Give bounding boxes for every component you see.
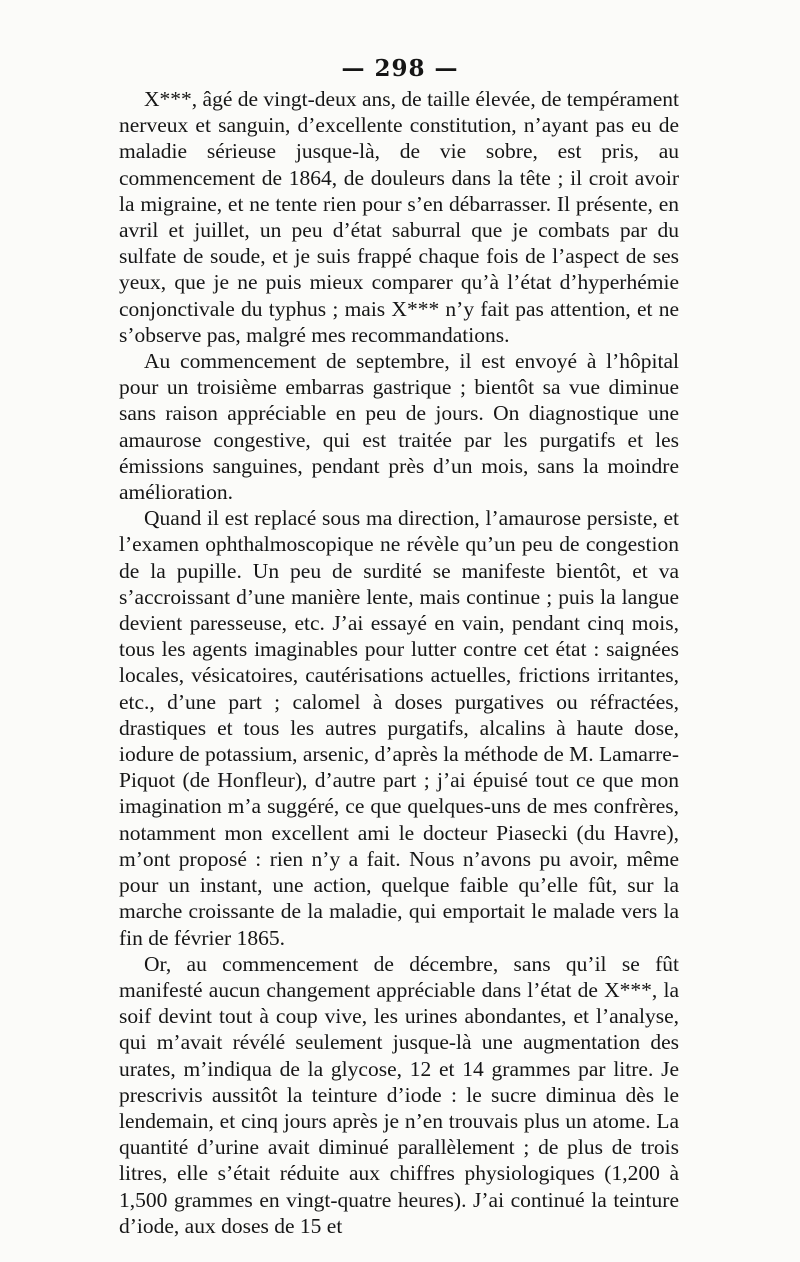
paragraph-1: X***, âgé de vingt-deux ans, de taille élevée, de tempérament nerveux et sanguin, d’excellente constitution, n’ayant pas eu de maladie sérieuse jusque-là, de vie sobre, est pris, au commencement de 1864, de douleurs dans la tête ; il croit avoir la migraine, et ne tente rien pour s’en débarrasser. Il présente, en avril et juillet, un peu d’état saburral que je combats par du sulfate de soude, et je suis frappé chaque fois de l’aspect de ses yeux, que je ne puis mieux comparer qu’à l’état d’hyperhémie conjonctivale du typhus ; mais X*** n’y fait pas attention, et ne s’observe pas, malgré mes recommandations.: [119, 87, 679, 347]
page-number: — 298 —: [341, 55, 459, 82]
paragraph-4: Or, au commencement de décembre, sans qu’il se fût manifesté aucun changement appréciable dans l’état de X***, la soif devint tout à coup vive, les urines abondantes, et l’analyse, qui m’avait révélé seulement jusque-là une augmentation des urates, m’indiqua de la glycose, 12 et 14 grammes par litre. Je prescrivis aussitôt la teinture d’iode : le sucre diminua dès le lendemain, et cinq jours après je n’en trouvais plus un atome. La quantité d’urine avait diminué parallèlement ; de plus de trois litres, elle s’était réduite aux chiffres physiologiques (1,200 à 1,500 grammes en vingt-quatre heures). J’ai continué la teinture d’iode, aux doses de 15 et: [119, 951, 679, 1238]
body-text: [119, 86, 679, 1239]
paragraph-2: Au commencement de septembre, il est envoyé à l’hôpital pour un troisième embarras gastrique ; bientôt sa vue diminue sans raison appréciable en peu de jours. On diagnostique une amaurose congestive, qui est traitée par les purgatifs et les émissions sanguines, pendant près d’un mois, sans la moindre amélioration.: [119, 349, 679, 505]
paragraph-3: Quand il est replacé sous ma direction, l’amaurose persiste, et l’examen ophthalmoscopique ne révèle qu’un peu de congestion de la pupille. Un peu de surdité se manifeste bientôt, et va s’accroissant d’une manière lente, mais continue ; puis la langue devient paresseuse, etc. J’ai essayé en vain, pendant cinq mois, tous les agents imaginables pour lutter contre cet état : saignées locales, vésicatoires, cautérisations actuelles, frictions irritantes, etc., d’une part ; calomel à doses purgatives ou réfractées, drastiques et tous les autres purgatifs, alcalins à haute dose, iodure de potassium, arsenic, d’après la méthode de M. Lamarre-Piquot (de Honfleur), d’autre part ; j’ai épuisé tout ce que mon imagination m’a suggéré, ce que quelques-uns de mes confrères, notamment mon excellent ami le docteur Piasecki (du Havre), m’ont proposé : rien n’y a fait. Nous n’avons pu avoir, même pour un instant, une action, quelque faible qu’elle fût, sur la marche croissante de la maladie, qui emportait le malade vers la fin de février 1865.: [119, 506, 679, 950]
